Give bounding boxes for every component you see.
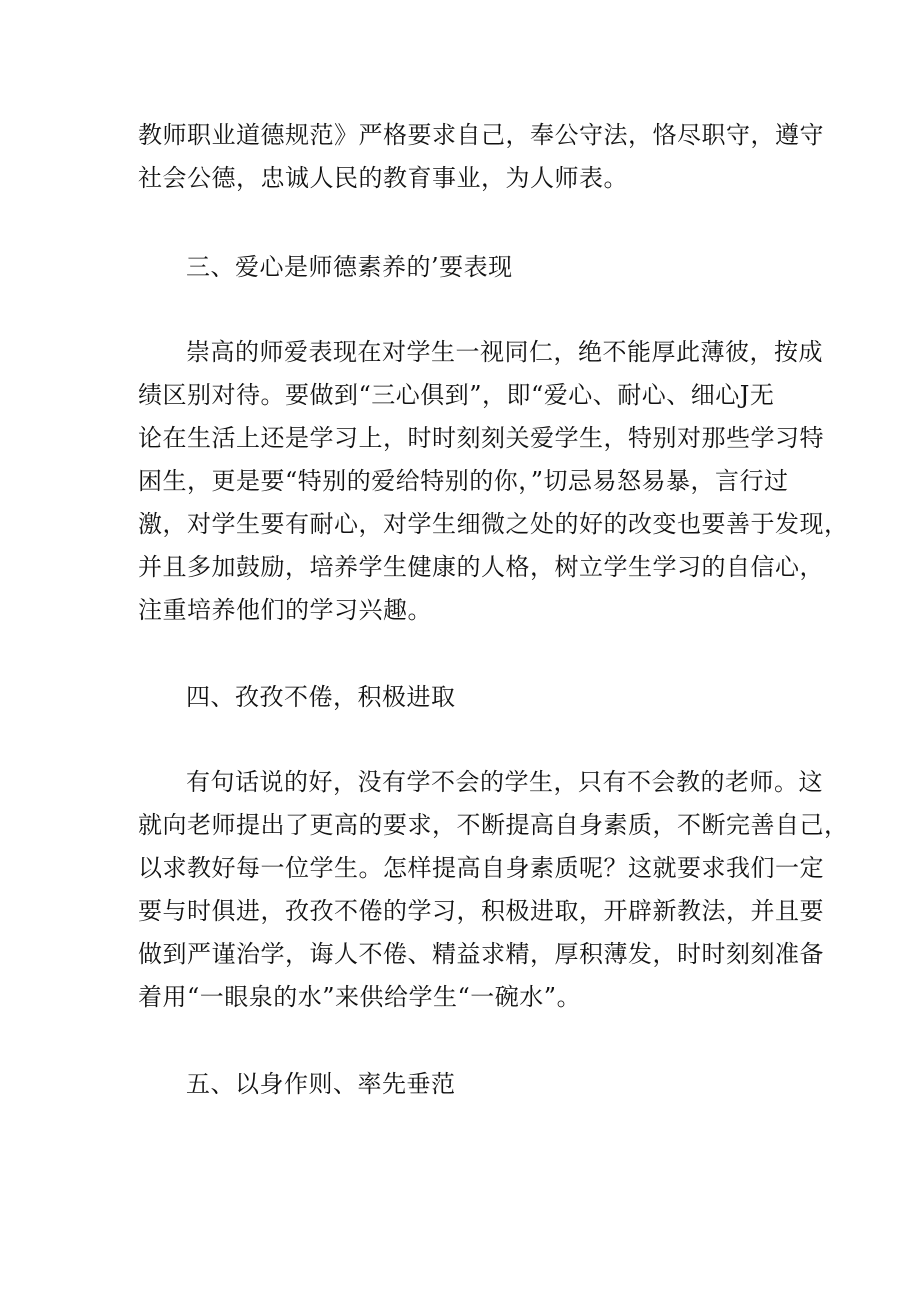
paragraph-4-line-5: 做到严谨治学，诲人不倦、精益求精，厚积薄发，时时刻刻准备 <box>138 940 824 968</box>
section-heading-4: 四、孜孜不倦，积极进取 <box>186 683 456 711</box>
paragraph-3-line-2: 绩区别对待。要做到“三心俱到”，即“爱心、耐心、细心J无 <box>138 381 775 409</box>
paragraph-3-line-5: 激，对学生要有耐心，对学生细微之处的好的改变也要善于发现， <box>138 510 849 538</box>
paragraph-3-line-6: 并且多加鼓励，培养学生健康的人格，树立学生学习的自信心， <box>138 553 824 581</box>
paragraph-3-line-7: 注重培养他们的学习兴趣。 <box>138 596 432 624</box>
paragraph-1-line-2: 社会公德，忠诚人民的教育事业，为人师表。 <box>138 164 628 192</box>
paragraph-1-line-1: 教师职业道德规范》严格要求自己，奉公守法，恪尽职守，遵守 <box>138 121 824 149</box>
paragraph-3-line-3: 论在生活上还是学习上，时时刻刻关爱学生，特别对那些学习特 <box>138 424 824 452</box>
paragraph-3-line-4: 困生，更是要“特别的爱给特别的你，”切忌易怒易暴，言行过 <box>138 467 789 495</box>
paragraph-4-line-1: 有句话说的好，没有学不会的学生，只有不会教的老师。这 <box>186 768 823 796</box>
section-heading-5: 五、以身作则、率先垂范 <box>186 1070 456 1098</box>
section-heading-3: 三、爱心是师德素养的’要表现 <box>186 253 513 281</box>
paragraph-4-line-3: 以求教好每一位学生。怎样提高自身素质呢？这就要求我们一定 <box>138 854 824 882</box>
paragraph-4-line-2: 就向老师提出了更高的要求，不断提高自身素质，不断完善自己， <box>138 811 849 839</box>
paragraph-3-line-1: 崇高的师爱表现在对学生一视同仁，绝不能厚此薄彼，按成 <box>186 338 823 366</box>
paragraph-4-line-6: 着用“一眼泉的水”来供给学生“一碗水”。 <box>138 983 582 1011</box>
paragraph-4-line-4: 要与时俱进，孜孜不倦的学习，积极进取，开辟新教法，并且要 <box>138 897 824 925</box>
